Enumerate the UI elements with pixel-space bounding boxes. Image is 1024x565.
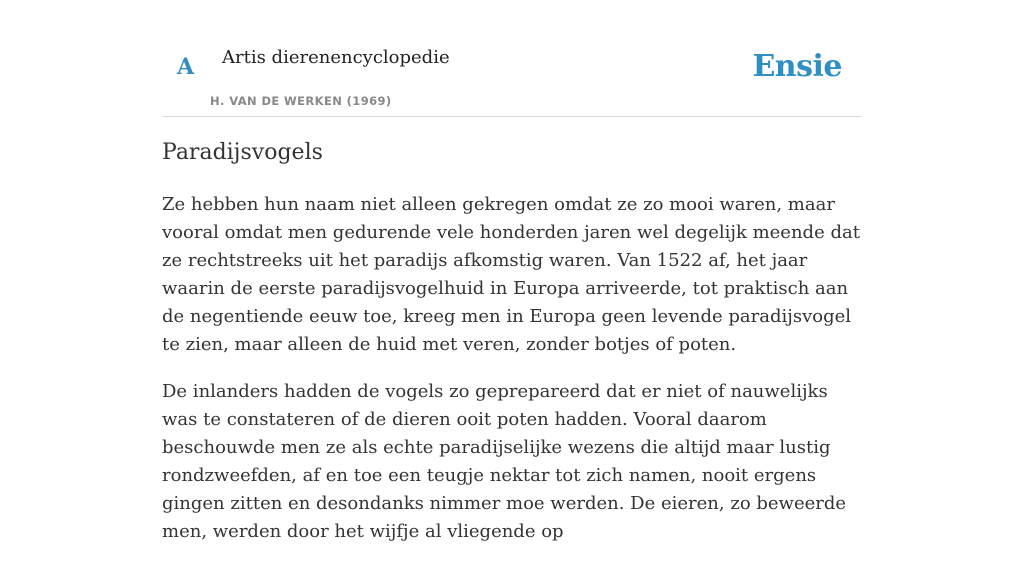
index-letter[interactable]: A: [177, 54, 195, 80]
header: [162, 0, 862, 117]
article: [162, 138, 862, 565]
paragraph: Ze hebben hun naam niet alleen gekregen omdat ze zo mooi waren, maar vooral omdat men gedurende vele honderden jaren wel degelijk meende dat ze rechtstreeks uit het paradijs afkomstig waren. Van 1522 af, het jaar waarin de eerste paradijsvogelhuid in Europa arriveerde, tot praktisch aan de negentiende eeuw toe, kreeg men in Europa geen levende paradijsvogel te zien, maar alleen de huid met veren, zonder botjes of poten.: [162, 193, 860, 355]
brand-logo[interactable]: Ensie: [752, 49, 842, 84]
author-label: H. VAN DE WERKEN (1969): [210, 94, 392, 108]
entry-title: Paradijsvogels: [162, 140, 323, 165]
paragraph: De inlanders hadden de vogels zo geprepareerd dat er niet of nauwelijks was te constateren of de dieren ooit poten hadden. Vooral daarom beschouwde men ze als echte paradijselijke wezens die altijd maar lustig rondzweefden, af en toe een teugje nektar tot zich namen, nooit ergens gingen zitten en desondanks nimmer moe werden. De eieren, zo beweerde men, werden door het wijfje al vliegende op: [162, 380, 847, 542]
book-title[interactable]: Artis dierenencyclopedie: [222, 47, 450, 68]
